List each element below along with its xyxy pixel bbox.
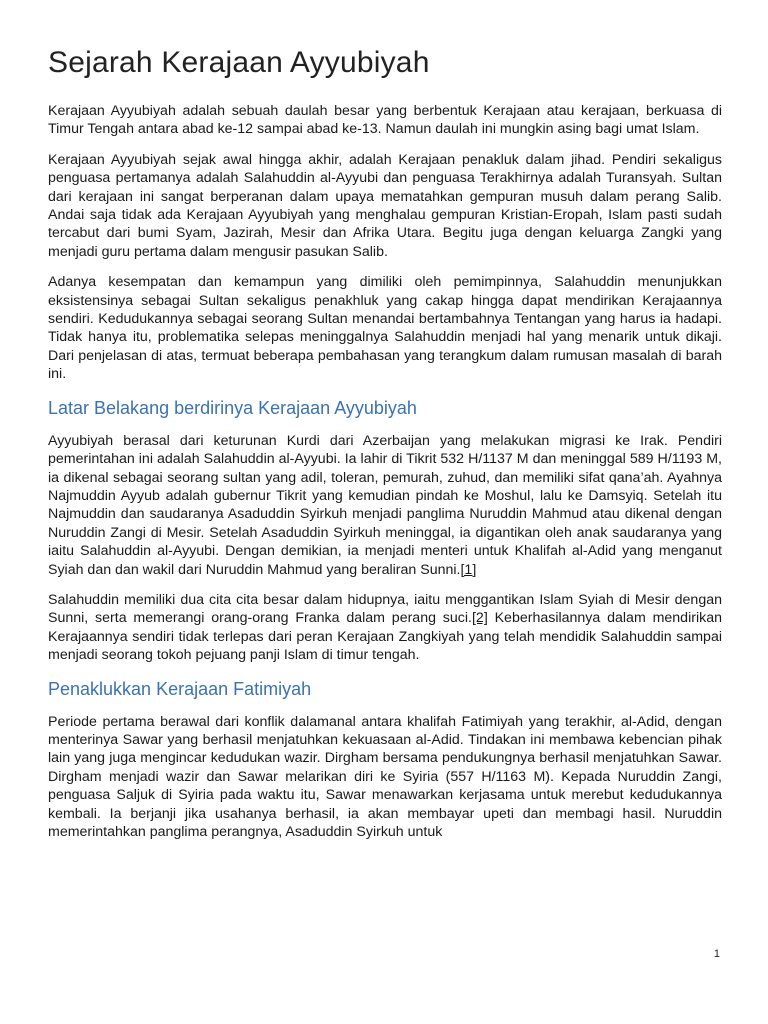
intro-paragraph-1: Kerajaan Ayyubiyah adalah sebuah daulah besar yang berbentuk Kerajaan atau kerajaan, berkuasa di Timur Tengah antara abad ke-12 sampai abad ke-13. Namun daulah ini mungkin asing bagi umat Islam. [48, 103, 722, 138]
section1-paragraph-1-text: Ayyubiyah berasal dari keturunan Kurdi dari Azerbaijan yang melakukan migrasi ke Irak. Pendiri pemerintahan ini adalah Salahuddin al-Ayyubi. Ia lahir di Tikrit 532 H/1137 M dan meninggal 589 H/1193 M, ia dikenal sebagai seorang sultan yang adil, toleran, pemurah, zuhud, dan memiliki sifat qana’ah. Ayahnya Najmuddin Ayyub adalah gubernur Tikrit yang kemudian pindah ke Moshul, lalu ke Damsyiq. Setelah itu Najmuddin dan saudaranya Asaduddin Syirkuh menjadi panglima Nuruddin Mahmud atau dikenal dengan Nuruddin Zangi di Mesir. Setelah Asaduddin Syirkuh meninggal, ia digantikan oleh anak saudaranya yang iaitu Salahuddin al-Ayyubi. Dengan demikian, ia menjadi menteri untuk Khalifah al-Adid yang menganut Syiah dan dan wakil dari Nuruddin Mahmud yang beraliran Sunni. [48, 432, 722, 578]
section-heading-penaklukkan: Penaklukkan Kerajaan Fatimiyah [48, 678, 312, 699]
section-heading-latar-belakang: Latar Belakang berdirinya Kerajaan Ayyubiyah [48, 397, 417, 418]
intro-paragraph-3: Adanya kesempatan dan kemampun yang dimiliki oleh pemimpinnya, Salahuddin menunjukkan eksistensinya sebagai Sultan sekaligus penakhluk yang cakap hingga dapat mendirikan Kerajaannya sendiri. Kedudukannya sebagai seorang Sultan menandai bertambahnya Tentangan yang harus ia hadapi. Tidak hanya itu, problematika selepas meninggalnya Salahuddin menjadi hal yang menarik untuk dikaji. Dari penjelasan di atas, termuat beberapa pembahasan yang terangkum dalam rumusan masalah di barah ini. [48, 274, 722, 383]
section2-paragraph-1: Periode pertama berawal dari konflik dalamanal antara khalifah Fatimiyah yang terakhir, al-Adid, dengan menterinya Sawar yang berhasil menjatuhkan kekuasaan al-Adid. Tindakan ini membawa kebencian pihak lain yang juga mengincar kedudukan wazir. Dirgham bersama pendukungnya berhasil menjatuhkan Sawar. Dirgham menjadi wazir dan Sawar melarikan diri ke Syiria (557 H/1163 M). Kepada Nuruddin Zangi, penguasa Saljuk di Syiria pada waktu itu, Sawar menawarkan kerjasama untuk merebut kedudukannya kembali. Ia berjanji jika usahanya berhasil, ia akan membayar upeti dan membagi hasil. Nuruddin memerintahkan panglima perangnya, Asaduddin Syirkuh untuk [48, 713, 722, 840]
intro-paragraph-2: Kerajaan Ayyubiyah sejak awal hingga akhir, adalah Kerajaan penakluk dalam jihad. Pendiri sekaligus penguasa pertamanya adalah Salahuddin al-Ayyubi dan penguasa Terakhirnya adalah Turansyah. Sultan dari kerajaan ini sangat berperanan dalam upaya mematahkan gempuran musuh dalam perang Salib. Andai saja tidak ada Kerajaan Ayyubiyah yang menghalau gempuran Kristian-Eropah, Islam pasti sudah tercabut dari bumi Syam, Jazirah, Mesir dan Afrika Utara. Begitu juga dengan keluarga Zangki yang menjadi guru pertama dalam mengusir pasukan Salib. [48, 151, 722, 260]
footnote-ref-2[interactable]: [2] [471, 610, 488, 627]
footnote-ref-1[interactable]: [1] [460, 561, 477, 578]
section1-paragraph-2 [48, 591, 722, 665]
document-page [48, 44, 722, 853]
section1-paragraph-2-text-before: Salahuddin memiliki dua cita cita besar dalam hidupnya, iaitu menggantikan Islam Syiah di Mesir dengan Sunni, serta memerangi orang-orang Franka dalam perang suci. [48, 591, 722, 627]
section1-paragraph-2-text-after: Keberhasilannya dalam mendirikan Kerajaannya sendiri tidak terlepas dari peran Kerajaan Zangkiyah yang telah mendidik Salahuddin sampai menjadi seorang tokoh pejuang panji Islam di timur tengah. [48, 610, 722, 664]
page-number: 1 [713, 948, 720, 960]
section1-paragraph-1 [48, 432, 722, 579]
page-title: Sejarah Kerajaan Ayyubiyah [48, 46, 430, 79]
